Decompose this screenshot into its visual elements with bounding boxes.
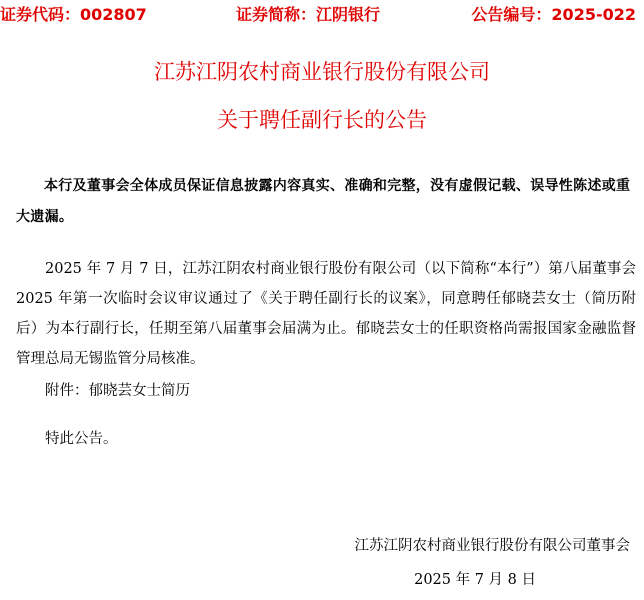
board-statement: 本行及董事会全体成员保证信息披露内容真实、准确和完整，没有虚假记载、误导性陈述或重大遗漏。 [16,178,631,225]
stock-code: 证券代码：002807 [0,5,147,24]
signature-organization: 江苏江阴农村商业银行股份有限公司董事会 [354,538,630,554]
announcement-number: 公告编号：2025-022 [471,5,636,24]
closing-line: 特此公告。 [45,431,118,447]
attachment-note: 附件：郁晓芸女士简历 [45,383,190,399]
stock-abbreviation: 证券简称：江阴银行 [236,5,381,24]
announcement-title: 关于聘任副行长的公告 [217,108,427,132]
signature-date: 2025 年 7 月 8 日 [414,572,536,588]
main-paragraph: 2025 年 7 月 7 日，江苏江阴农村商业银行股份有限公司（以下简称“本行”）第八届董事会 2025 年第一次临时会议审议通过了《关于聘任副行长的议案》，同意聘任郁晓芸女士（简历附后）为本行副行长，任期至第八届董事会届满为止。郁晓芸女士的任职资格尚需报国家金融监督管理总局无锡监管分局核准。 [16,261,636,367]
company-title: 江苏江阴农村商业银行股份有限公司 [154,60,490,84]
announcement-header [0,4,644,26]
